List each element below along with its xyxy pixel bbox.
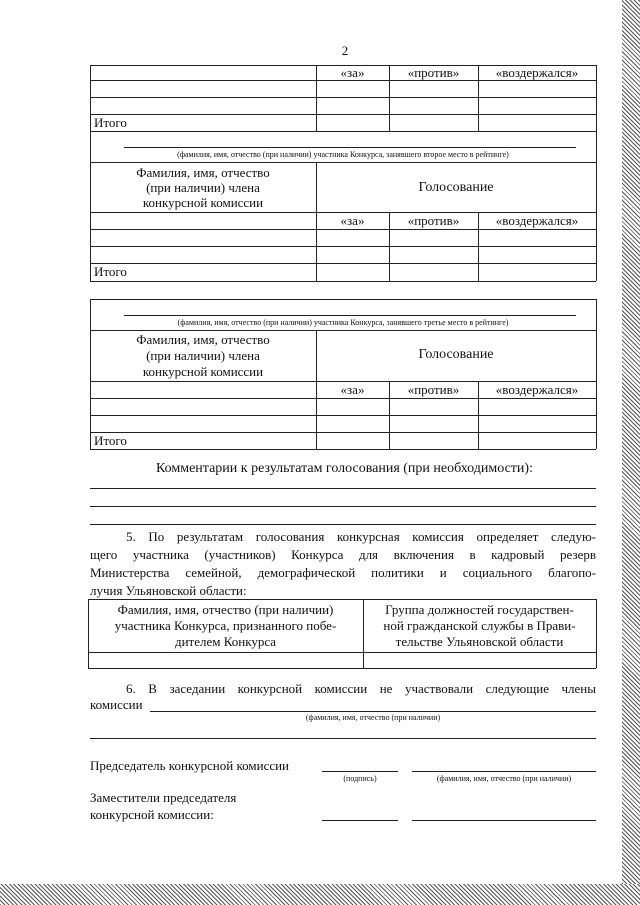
section-6-line-1: 6. В заседании конкурсной комиссии не участвовали следующие члены — [126, 681, 596, 696]
total-label: Итого — [94, 433, 127, 448]
name-line — [412, 820, 596, 821]
signature-line — [322, 771, 398, 772]
document-page: 2 «за» «против» «воздержался» Итого (фамилия, имя, отчество (при наличии) участника Конкурса, занявшего второе место в рейтинге) Фамилия, имя, отчество (при наличии) члена конкурсной комиссии Голосование «за» «против» «воздержался» Итого (фамилия, имя, отчество (при наличии) участника Конкурса, занявшего третье место в рейтинге) Фамилия, имя, отчество (при наличии) члена конкурсной комиссии Голосование «за» «против» «воздержался» Итого Комментарии к результатам голосования (при необходимости): 5. По результатам голосования конкурсная комиссия определяет следую- щего участника (участников) Конкурса для включения в кадровый резерв Министерства семейной, демографической политики и социального благопо- лучия Ульяновской области: Фамилия, имя, отчество (при наличии) участника Конкурса, признанного побе- дителем Конкурса Группа должностей государствен- ной гражданской службы в Прави- тельстве Ульяновской области 6. В заседании конкурсной комиссии не участвовали следующие члены комиссии (фамилия, имя, отчество (при наличии) Председатель конкурсной комиссии (подпись) (фамилия, имя, отчество (при наличии) Заместители председателя конкурсной комиссии: — [0, 0, 620, 882]
member-header-line-2: (при наличии) члена — [146, 180, 260, 195]
name-caption: (фамилия, имя, отчество (при наличии) — [436, 774, 572, 783]
comments-label: Комментарии к результатам голосования (при необходимости): — [156, 461, 533, 476]
voting-label: Голосование — [418, 180, 494, 195]
header-protiv: «против» — [407, 65, 460, 80]
member-header-line-2: (при наличии) члена — [146, 348, 260, 363]
header-za: «за» — [340, 213, 365, 228]
header-za: «за» — [340, 65, 365, 80]
reserve-col2-line-1: Группа должностей государствен- — [385, 602, 574, 617]
header-vozderzhalsya: «воздержался» — [495, 65, 579, 80]
voting-label: Голосование — [418, 347, 494, 362]
member-header-line-3: конкурсной комиссии — [142, 195, 264, 210]
second-place-caption: (фамилия, имя, отчество (при наличии) участника Конкурса, занявшего второе место в рейтинге) — [177, 150, 509, 159]
reserve-col2-line-3: тельстве Ульяновской области — [395, 634, 564, 649]
member-header-line-1: Фамилия, имя, отчество — [136, 165, 270, 180]
header-protiv: «против» — [407, 382, 460, 397]
name-line — [412, 771, 596, 772]
absent-members-caption: (фамилия, имя, отчество (при наличии) — [305, 713, 441, 722]
comments-line — [90, 524, 596, 525]
signature-line — [322, 820, 398, 821]
absent-members-line — [90, 738, 596, 739]
section-6-line-2: комиссии — [90, 697, 143, 712]
chairman-label: Председатель конкурсной комиссии — [90, 758, 290, 773]
header-vozderzhalsya: «воздержался» — [495, 382, 579, 397]
absent-members-line — [150, 711, 596, 712]
page-edge-right — [622, 0, 640, 905]
comments-line — [90, 488, 596, 489]
total-label: Итого — [94, 115, 127, 130]
header-za: «за» — [340, 382, 365, 397]
reserve-col1-line-2: участника Конкурса, признанного побе- — [114, 618, 337, 633]
page-number: 2 — [341, 43, 349, 58]
header-protiv: «против» — [407, 213, 460, 228]
total-label: Итого — [94, 264, 127, 279]
deputies-label-line-1: Заместители председателя — [90, 790, 237, 805]
reserve-col1-line-1: Фамилия, имя, отчество (при наличии) — [117, 602, 334, 617]
signature-caption: (подпись) — [343, 774, 377, 783]
third-place-caption: (фамилия, имя, отчество (при наличии) участника Конкурса, занявшего третье место в рейтинге) — [177, 318, 509, 327]
deputies-label-line-2: конкурсной комиссии: — [90, 807, 214, 822]
member-header-line-3: конкурсной комиссии — [142, 364, 264, 379]
comments-line — [90, 506, 596, 507]
reserve-col2-line-2: ной гражданской службы в Прави- — [383, 618, 576, 633]
reserve-col1-line-3: дителем Конкурса — [174, 634, 277, 649]
page-edge-bottom — [0, 884, 640, 905]
header-vozderzhalsya: «воздержался» — [495, 213, 579, 228]
member-header-line-1: Фамилия, имя, отчество — [136, 332, 270, 347]
